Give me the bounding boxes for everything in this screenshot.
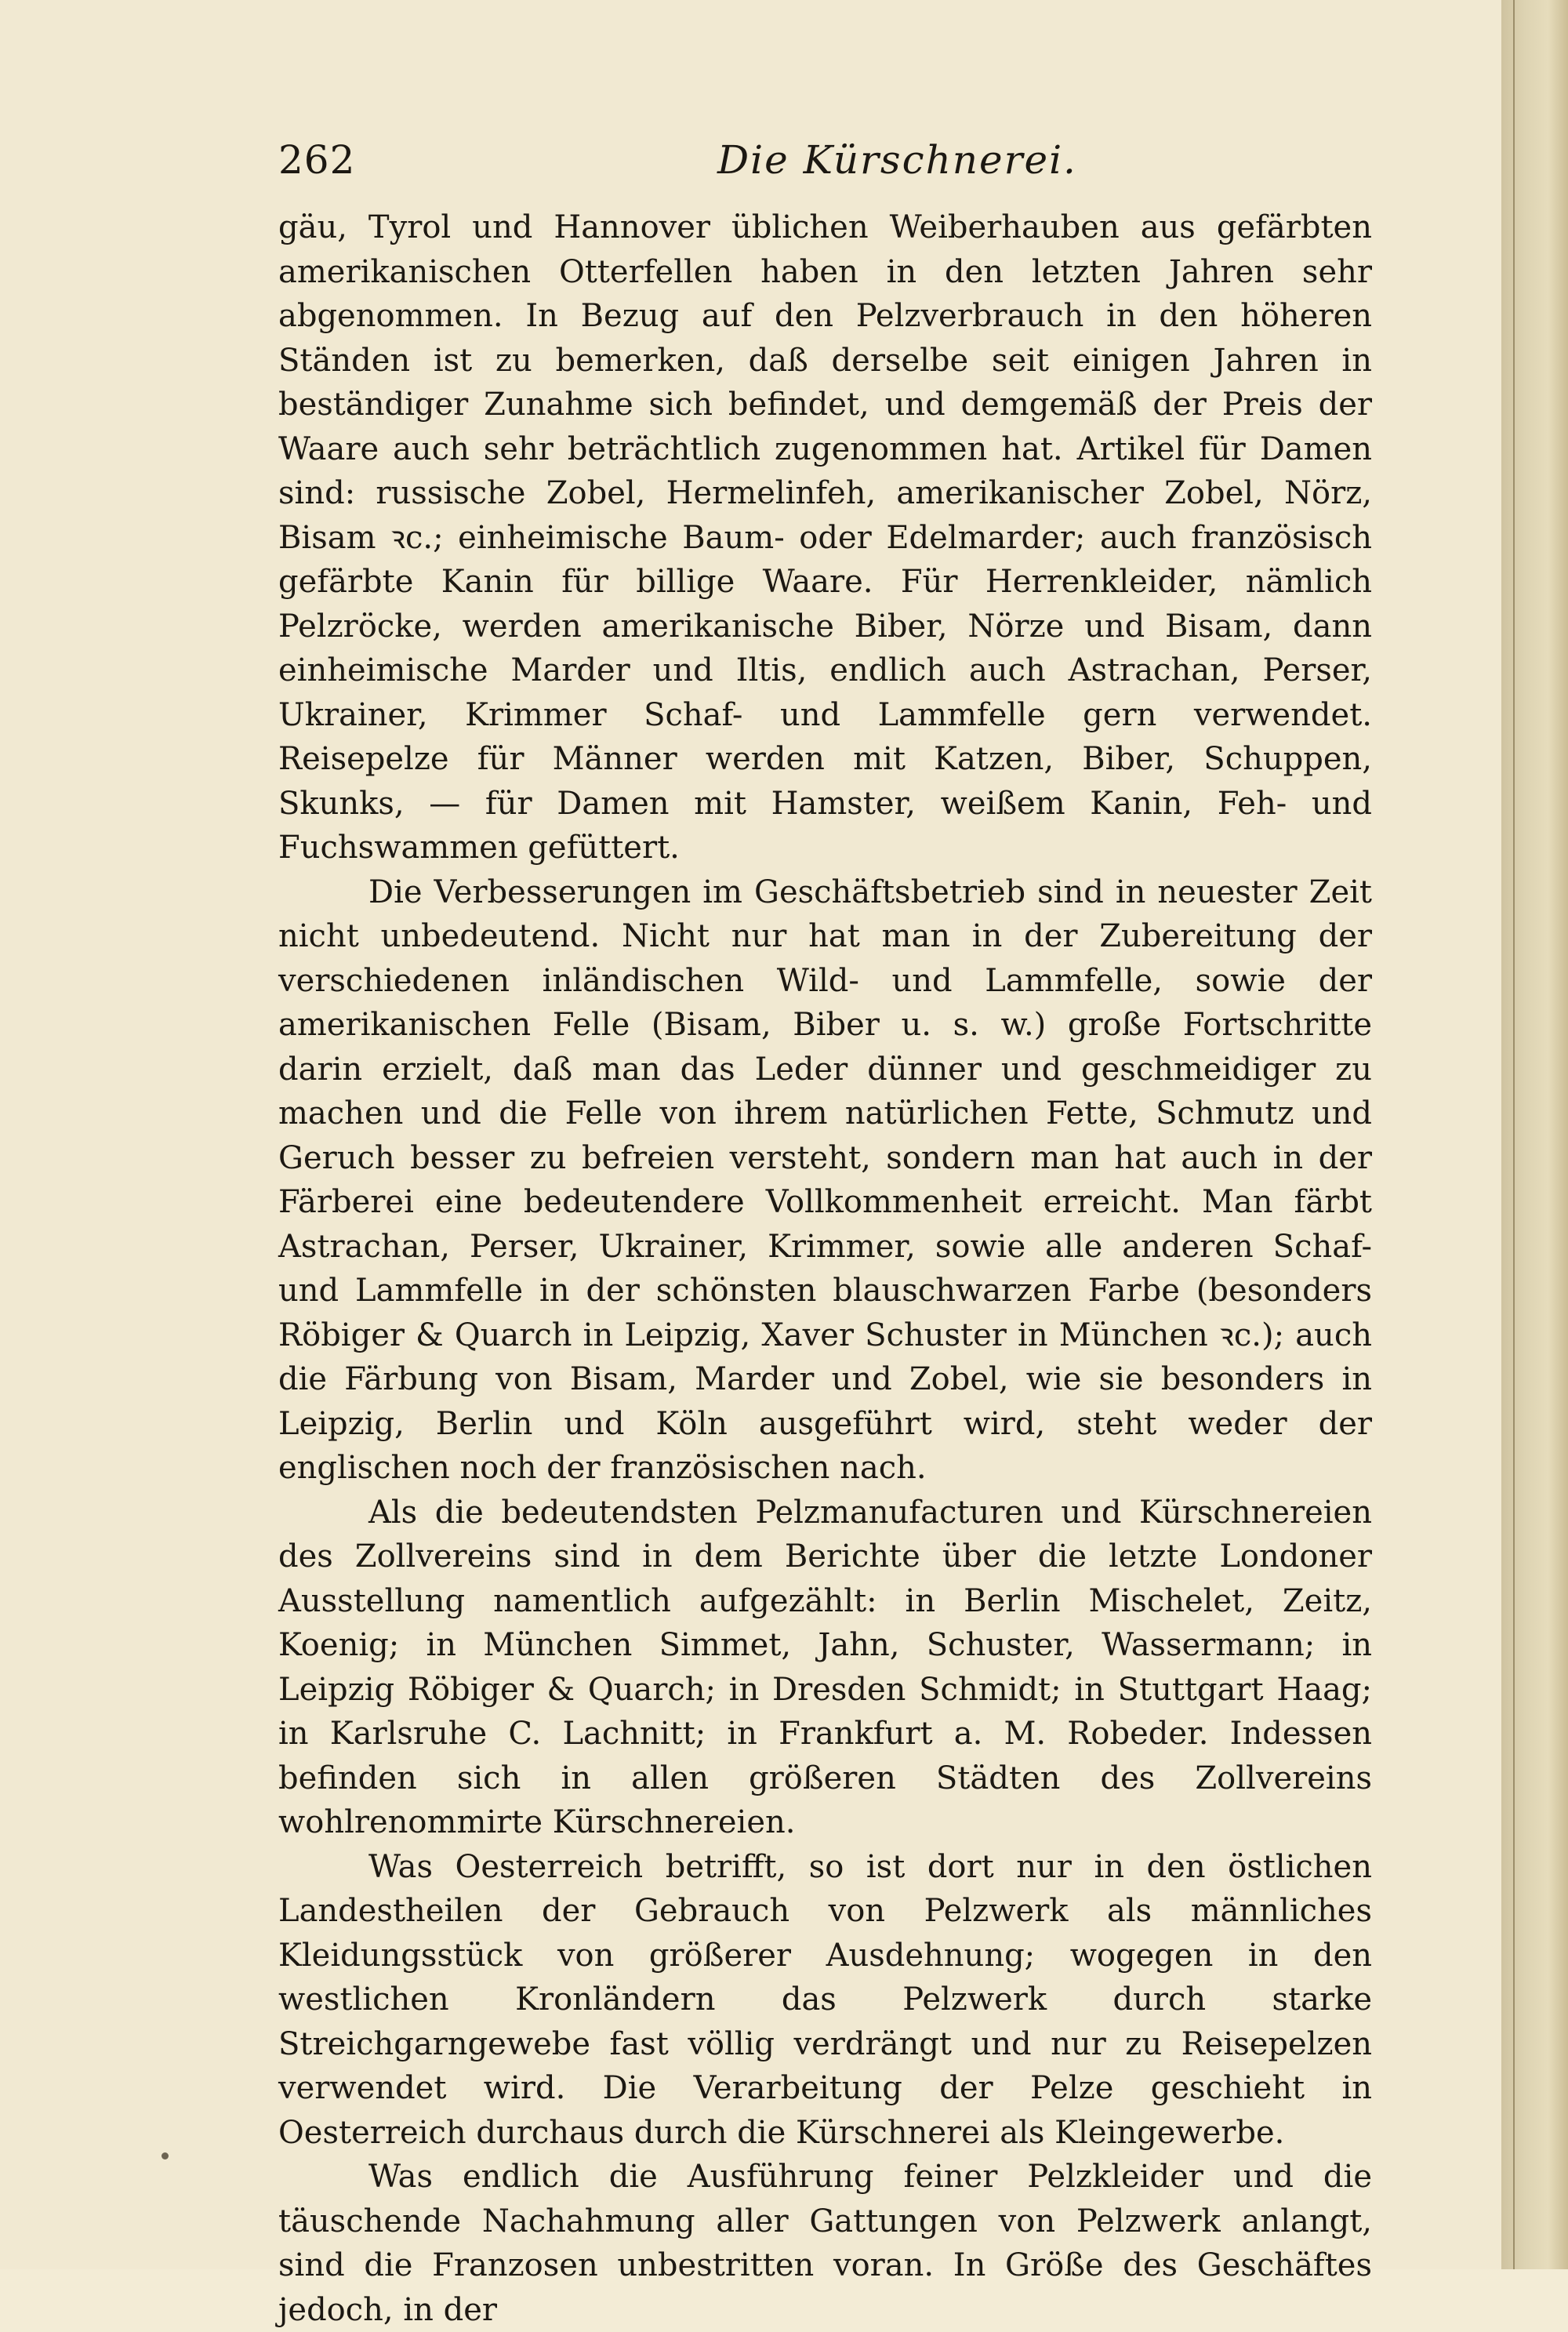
paragraph-1: gäu, Tyrol und Hannover üblichen Weiberhauben aus gefärbten amerikanischen Otterfellen haben in den letzten Jahren sehr abgenommen. In Bezug auf den Pelzverbrauch in den höheren Ständen ist zu bemerken, daß derselbe seit einigen Jahren in beständiger Zunahme sich befindet, und demgemäß der Preis der Waare auch sehr beträchtlich zugenommen hat. Artikel für Damen sind: russische Zobel, Hermelinfeh, amerikanischer Zobel, Nörz, Bisam ꝛc.; einheimische Baum- oder Edelmarder; auch französisch gefärbte Kanin für billige Waare. Für Herrenkleider, nämlich Pelzröcke, werden amerikanische Biber, Nörze und Bisam, dann einheimische Marder und Iltis, endlich auch Astrachan, Perser, Ukrainer, Krimmer Schaf- und Lammfelle gern verwendet. Reisepelze für Männer werden mit Katzen, Biber, Schuppen, Skunks, — für Damen mit Hamster, weißem Kanin, Feh- und Fuchswammen gefüttert.	[278, 209, 1372, 866]
paragraph-3: Als die bedeutendsten Pelzmanufacturen und Kürschnereien des Zollvereins sind in dem Berichte über die letzte Londoner Ausstellung namentlich aufgezählt: in Berlin Mischelet, Zeitz, Koenig; in München Simmet, Jahn, Schuster, Wassermann; in Leipzig Röbiger & Quarch; in Dresden Schmidt; in Stuttgart Haag; in Karlsruhe C. Lachnitt; in Frankfurt a. M. Robeder. Indessen befinden sich in allen größeren Städten des Zollvereins wohlrenommirte Kürschnereien.	[278, 1494, 1372, 1840]
paragraph-2: Die Verbesserungen im Geschäftsbetrieb sind in neuester Zeit nicht unbedeutend. Nicht nur hat man in der Zubereitung der verschiedenen inländischen Wild- und Lammfelle, sowie der amerikanischen Felle (Bisam, Biber u. s. w.) große Fortschritte darin erzielt, daß man das Leder dünner und geschmeidiger zu machen und die Felle von ihrem natürlichen Fette, Schmutz und Geruch besser zu befreien versteht, sondern man hat auch in der Färberei eine bedeutendere Vollkommenheit erreicht. Man färbt Astrachan, Perser, Ukrainer, Krimmer, sowie alle anderen Schaf- und Lammfelle in der schönsten blauschwarzen Farbe (besonders Röbiger & Quarch in Leipzig, Xaver Schuster in München ꝛc.); auch die Färbung von Bisam, Marder und Zobel, wie sie besonders in Leipzig, Berlin und Köln ausgeführt wird, steht weder der englischen noch der französischen nach.	[278, 874, 1372, 1486]
body-text	[278, 205, 1372, 2332]
running-title: Die Kürschnerei.	[717, 137, 1077, 183]
book-spine-edge	[1513, 0, 1515, 2269]
paragraph-5: Was endlich die Ausführung feiner Pelzkleider und die täuschende Nachahmung aller Gattungen von Pelzwerk anlangt, sind die Franzosen unbestritten voran. In Größe des Geschäftes jedoch, in der	[278, 2159, 1372, 2328]
page-number: 262	[278, 137, 356, 183]
book-spine-shadow	[1501, 0, 1568, 2269]
paragraph-4: Was Oesterreich betrifft, so ist dort nur in den östlichen Landestheilen der Gebrauch von Pelzwerk als männliches Kleidungsstück von größerer Ausdehnung; wogegen in den westlichen Kronländern das Pelzwerk durch starke Streichgarngewebe fast völlig verdrängt und nur zu Reisepelzen verwendet wird. Die Verarbeitung der Pelze geschieht in Oesterreich durchaus durch die Kürschnerei als Kleingewerbe.	[278, 1848, 1372, 2151]
page-header	[278, 129, 1392, 192]
margin-ink-dot	[162, 2152, 169, 2159]
